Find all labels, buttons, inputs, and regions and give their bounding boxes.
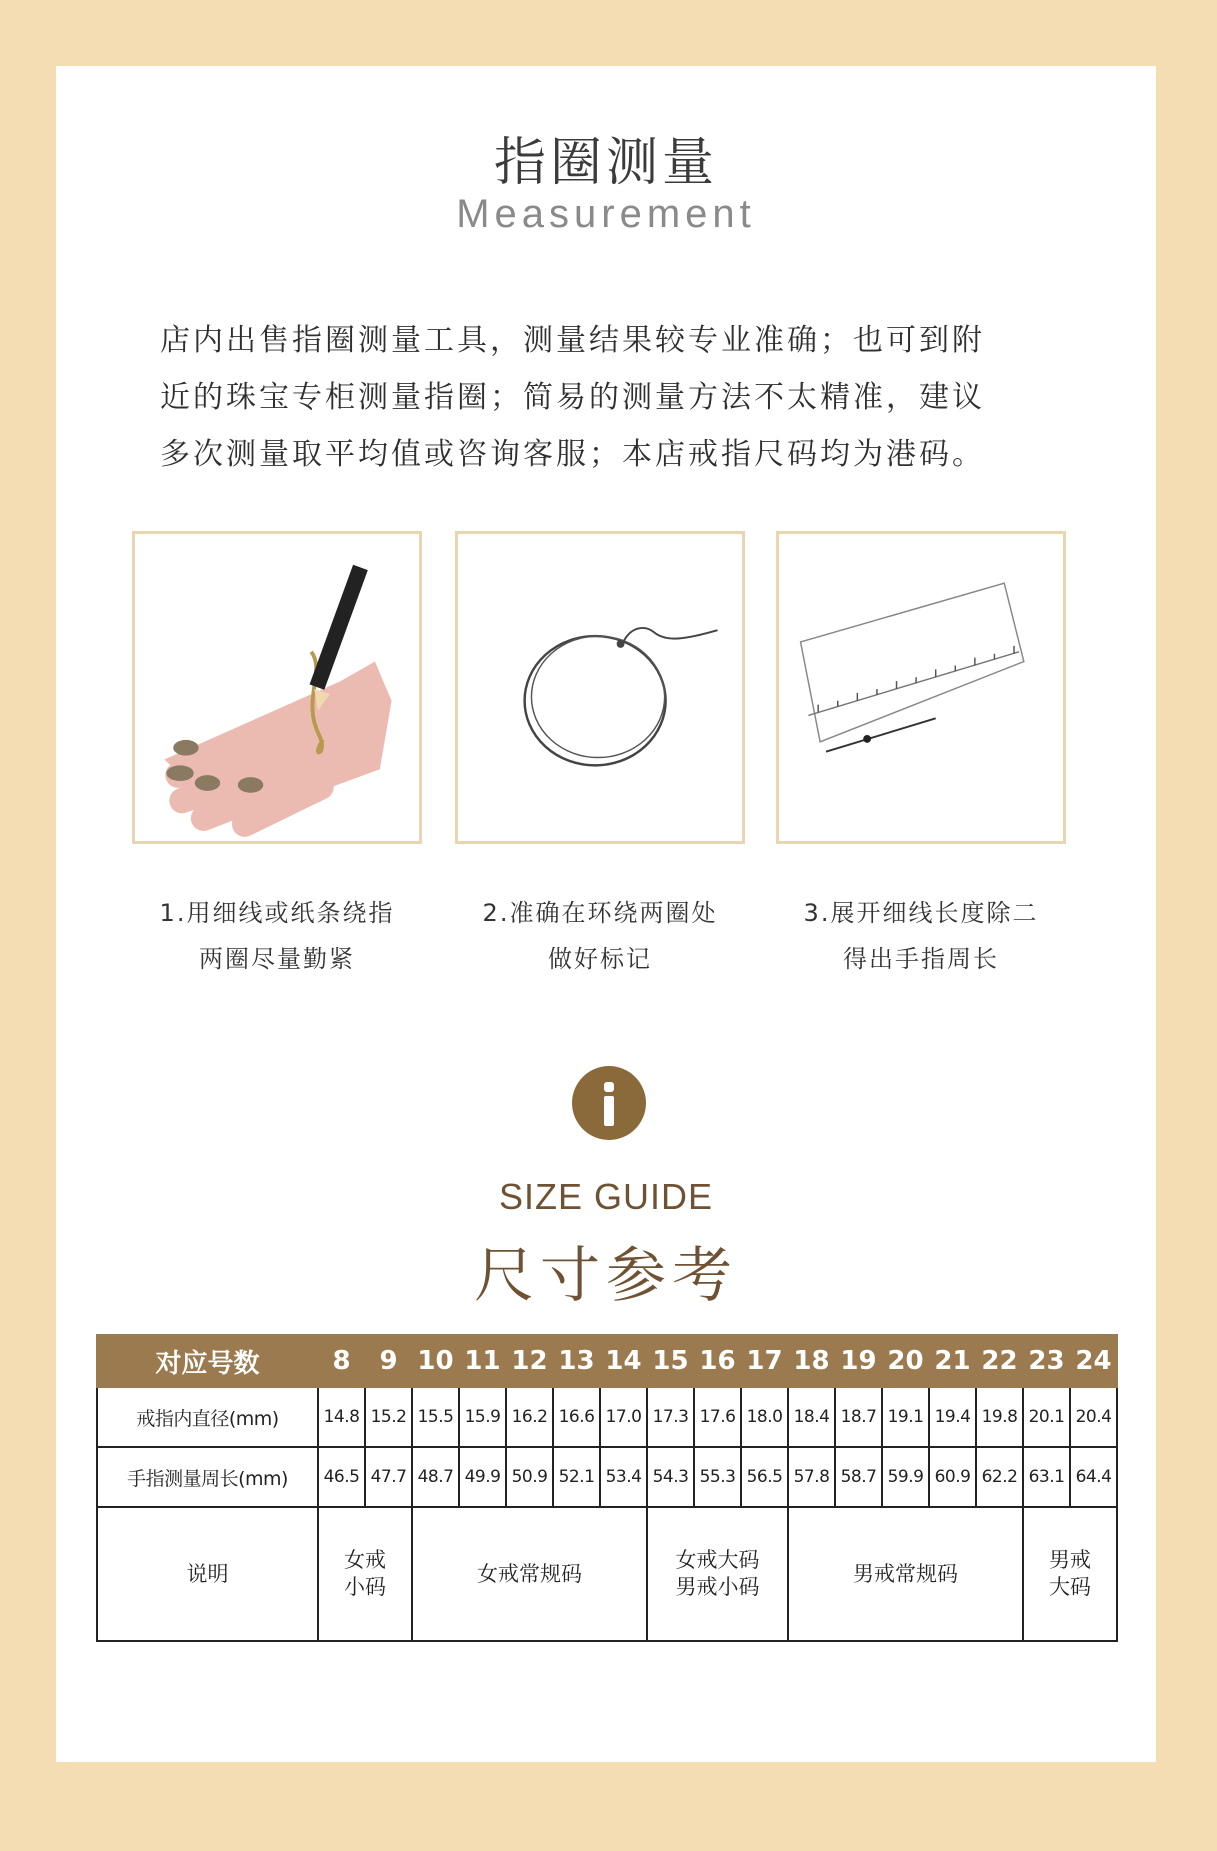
table-cell: 54.3 — [647, 1447, 694, 1507]
size-header: 11 — [459, 1335, 506, 1387]
table-cell: 59.9 — [882, 1447, 929, 1507]
table-cell: 57.8 — [788, 1447, 835, 1507]
note-text: 男戒大码 — [1049, 1548, 1091, 1599]
size-header: 13 — [553, 1335, 600, 1387]
table-cell: 18.7 — [835, 1387, 882, 1447]
table-row-circumference — [97, 1447, 1117, 1507]
table-cell: 18.4 — [788, 1387, 835, 1447]
table-cell: 17.6 — [694, 1387, 741, 1447]
table-cell: 15.5 — [412, 1387, 459, 1447]
size-guide-heading-cn: 尺寸参考 — [474, 1241, 738, 1311]
table-cell: 19.8 — [976, 1387, 1023, 1447]
table-cell: 14.8 — [318, 1387, 365, 1447]
size-header: 9 — [365, 1335, 412, 1387]
step-3-line2: 得出手指周长 — [843, 945, 999, 973]
table-cell: 58.7 — [835, 1447, 882, 1507]
note-text: 女戒大码男戒小码 — [675, 1548, 760, 1599]
size-header: 14 — [600, 1335, 647, 1387]
note-label: 说明 — [97, 1507, 318, 1641]
size-guide-heading-en: SIZE GUIDE — [498, 1176, 714, 1217]
note-cell: 男戒常规码 — [788, 1507, 1023, 1641]
size-table — [96, 1334, 1118, 1642]
note-text: 女戒小码 — [344, 1548, 386, 1599]
size-header: 19 — [835, 1335, 882, 1387]
row-label: 手指测量周长(mm) — [97, 1447, 318, 1507]
size-header: 23 — [1023, 1335, 1070, 1387]
size-header: 15 — [647, 1335, 694, 1387]
size-header: 17 — [741, 1335, 788, 1387]
step-1-illustration — [132, 531, 422, 844]
size-header: 18 — [788, 1335, 835, 1387]
table-cell: 55.3 — [694, 1447, 741, 1507]
hand-pen-icon — [135, 534, 419, 841]
size-header: 22 — [976, 1335, 1023, 1387]
table-cell: 50.9 — [506, 1447, 553, 1507]
table-row-notes — [97, 1507, 1117, 1641]
step-3-illustration — [776, 531, 1066, 844]
intro-line: 店内出售指圈测量工具，测量结果较专业准确；也可到附 — [160, 323, 985, 358]
table-cell: 20.4 — [1070, 1387, 1117, 1447]
loop-thread-icon — [458, 534, 742, 841]
size-header: 24 — [1070, 1335, 1117, 1387]
step-3-caption — [771, 890, 1071, 982]
table-cell: 56.5 — [741, 1447, 788, 1507]
step-2-line1: 2.准确在环绕两圈处 — [482, 899, 718, 927]
note-cell — [647, 1507, 788, 1641]
size-header: 21 — [929, 1335, 976, 1387]
table-header-label: 对应号数 — [97, 1335, 318, 1387]
note-cell — [318, 1507, 412, 1641]
content-panel — [56, 66, 1156, 1762]
size-header: 10 — [412, 1335, 459, 1387]
table-row-diameter — [97, 1387, 1117, 1447]
intro-paragraph — [160, 312, 1080, 483]
info-icon — [572, 1066, 646, 1140]
table-cell: 64.4 — [1070, 1447, 1117, 1507]
step-3-line1: 3.展开细线长度除二 — [803, 899, 1039, 927]
table-cell: 16.6 — [553, 1387, 600, 1447]
note-cell — [1023, 1507, 1117, 1641]
step-1-line1: 1.用细线或纸条绕指 — [159, 899, 395, 927]
step-1-line2: 两圈尽量勤紧 — [199, 945, 355, 973]
size-header: 12 — [506, 1335, 553, 1387]
size-header: 8 — [318, 1335, 365, 1387]
intro-line: 多次测量取平均值或咨询客服；本店戒指尺码均为港码。 — [160, 437, 985, 472]
table-cell: 63.1 — [1023, 1447, 1070, 1507]
intro-line: 近的珠宝专柜测量指圈；简易的测量方法不太精准，建议 — [160, 380, 985, 415]
ruler-icon — [779, 534, 1063, 841]
note-cell: 女戒常规码 — [412, 1507, 647, 1641]
step-1-caption — [127, 890, 427, 982]
table-cell: 19.1 — [882, 1387, 929, 1447]
page-title: 指圈测量 — [493, 133, 718, 193]
table-cell: 52.1 — [553, 1447, 600, 1507]
step-2-illustration — [455, 531, 745, 844]
table-cell: 60.9 — [929, 1447, 976, 1507]
table-cell: 47.7 — [365, 1447, 412, 1507]
table-cell: 46.5 — [318, 1447, 365, 1507]
table-cell: 48.7 — [412, 1447, 459, 1507]
table-cell: 16.2 — [506, 1387, 553, 1447]
table-cell: 62.2 — [976, 1447, 1023, 1507]
table-cell: 15.2 — [365, 1387, 412, 1447]
page-subtitle: Measurement — [456, 192, 756, 236]
table-cell: 20.1 — [1023, 1387, 1070, 1447]
step-2-line2: 做好标记 — [548, 945, 652, 973]
size-header: 16 — [694, 1335, 741, 1387]
table-header-row — [97, 1335, 1117, 1387]
table-cell: 17.3 — [647, 1387, 694, 1447]
size-header: 20 — [882, 1335, 929, 1387]
step-2-caption — [450, 890, 750, 982]
table-cell: 15.9 — [459, 1387, 506, 1447]
table-cell: 49.9 — [459, 1447, 506, 1507]
table-cell: 19.4 — [929, 1387, 976, 1447]
table-cell: 53.4 — [600, 1447, 647, 1507]
row-label: 戒指内直径(mm) — [97, 1387, 318, 1447]
table-cell: 18.0 — [741, 1387, 788, 1447]
table-cell: 17.0 — [600, 1387, 647, 1447]
